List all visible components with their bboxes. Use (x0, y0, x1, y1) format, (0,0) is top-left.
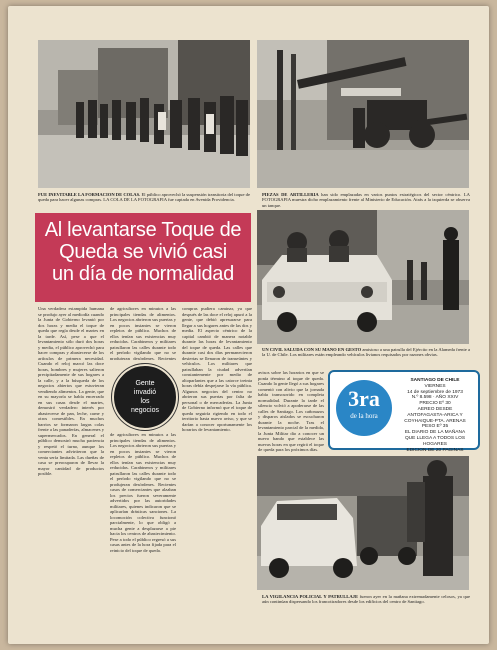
caption-text: han sido emplazadas en varios puntos estratégicos del sector céntrico. LA FOTOGRAFIA muestra dicho emplazamiento frente al Ministerio de Educación. Atrás a la izquierda se observa un tanque. (262, 192, 470, 208)
pull-quote-badge (112, 364, 178, 430)
photo-patrol (257, 456, 469, 590)
caption-queue (38, 192, 250, 212)
ad-line-7: HOGARES (423, 441, 447, 447)
caption-text: El público aprovechó la suspensión transitoria del toque de queda para hacer algunas compras. LA COLA DE LA FOTOGRAFIA fue captada en Avenida Providencia. (38, 192, 250, 203)
article-column-3: compras pudiera caminar, ya que después de las doce el reloj apuró a la gente, que debió apresurarse para llegar a sus hogares antes de las dos y media. El aspecto céntrico de la capital cambió de manera notable durante las horas de levantamiento del toque de queda. Las calles que durante casi dos días permanecieron desiertas se llenaron de transeúntes y vehículos. Los militares que patrullaban la ciudad advertían constantemente por medio de altoparlantes que a las catorce treinta horas debía despejarse la vía pública. Algunos negocios del centro no abrieron sus puertas por falta de personal o de mercaderías. La Junta de Gobierno informó que el toque de queda seguiría rigiendo en todo el territorio hasta nuevo aviso, y que se darían a conocer oportunamente los horarios de levantamiento. (182, 306, 252, 432)
caption-artillery (262, 192, 470, 212)
caption-jeep (262, 347, 470, 367)
article-column-4: avisos sobre las horarios en que se ponía término al toque de queda. Cuando la gente llegó a sus hogares comentó con alivio que la jornada había transcurrido en completa normalidad. Durante la tarde el silencio volvió a apoderarse de las calles de Santiago. Los cañonazos y disparos aislados se escucharon durante la noche. Tras el levantamiento parcial de la medida, la Junta Militar dio a conocer un nuevo bando que establece las nuevas horas en que regirá el toque de queda para los próximos días. (258, 370, 324, 452)
ad-logo (336, 380, 392, 436)
photo-queue (38, 40, 250, 188)
caption-lead: LA VIGILANCIA POLICIAL Y PATRULLAJE (262, 594, 359, 599)
photo-artillery (257, 40, 469, 188)
caption-lead: FUE INEVITABLE LA FORMACION DE COLAS. (38, 192, 141, 197)
headline-line-3: un día de normalidad (52, 263, 234, 285)
caption-text: fueron ayer en la mañana extremadamente celosos, ya que aún continúan dispersando los francotiradores desde los edificios del centro de Santiago. (262, 594, 470, 605)
pull-quote-line-2: invadió (133, 389, 157, 396)
ad-logo-small: de la hora (350, 412, 378, 420)
ad-line-1: AEREO DESDE (417, 406, 453, 412)
ad-line-2: ANTOFAGASTA-ARICA Y (407, 412, 463, 418)
headline-box (35, 213, 251, 302)
ad-line-6: QUE LLEGA A TODOS LOS (404, 435, 466, 441)
ad-logo-big: 3ra (348, 386, 380, 411)
newspaper-ad-box (328, 370, 480, 453)
ad-line-5: EL DIARIO DE LA MAÑANA (404, 430, 466, 436)
headline-line-1: Al levantarse Toque de (44, 219, 242, 241)
ad-city: SANTIAGO DE CHILE (410, 378, 460, 383)
article-column-1: Una verdadera estampida humana se produjo ayer al mediodía cuando la Junta de Gobierno levantó por dos horas y media el toque de queda que regía desde el martes en la tarde. Así, pese a que el levantamiento sólo duró dos horas y media, el público aprovechó para hacer compras y abastecerse de los artículos de primera necesidad. Cuando el reloj marcó las doce horas, hombres y mujeres salieron precipitadamente de sus hogares a la calle, y a la búsqueda de los negocios abiertos que estuvieran vendiendo alimentos. La gente, que en su mayoría se había encerrado en sus casas desde el martes, demostró verdadero interés por abastecerse de pan, leche, carne y otros comestibles. En muchos barrios se formaron largas colas frente a las panaderías, almacenes y supermercados. En general el público demostró mucha paciencia y respetó el turno, aunque los comerciantes advirtieron que la venta sería limitada. Las dueñas de casa se preocuparon de llevar la mayor cantidad de productos posible. (38, 306, 104, 476)
ad-info: SANTIAGO DE CHILE VIERNES 14 de septiembre de 1973 N.º 8.598 · AÑO XXIV PRECIO Eº 30 AEREO DESDE ANTOFAGASTA-ARICA Y COYHAIQUE-PTA. ARENAS PESO Eº 35 EL DIARIO DE LA MAÑANA QUE LLEGA A TODOS LOS HOGARES EDICION DE 20 PAGINAS (396, 378, 474, 453)
photo-jeep (257, 210, 469, 344)
caption-lead: PIEZAS DE ARTILLERIA (262, 192, 319, 197)
ad-day: VIERNES (424, 383, 446, 389)
ad-line-8: EDICION DE 20 PAGINAS (406, 447, 464, 453)
pull-quote-line-1: Gente (135, 380, 155, 387)
caption-patrol (262, 594, 470, 614)
pull-quote-line-4: negocios (130, 407, 160, 414)
caption-lead: UN CIVIL SALUDA CON SU MANO EN GESTO (262, 347, 362, 352)
ad-line-4: PESO Eº 35 (421, 424, 449, 430)
ad-number: N.º 8.598 (411, 395, 432, 401)
caption-text: amistoso a una patrulla del Ejército en la Alameda frente a la U. de Chile. Los militares están empleando vehículos livianos requisados por razones obvias. (262, 347, 470, 358)
ad-year: AÑO XXIV (435, 395, 459, 401)
ad-date: 14 de septiembre de 1973 (407, 389, 463, 395)
pull-quote-line-3: los (140, 398, 150, 405)
article-column-2: de agricultores en minutos a las principales tiendas de alimentos. Los negocios abrieron sus puertas y en pocos instantes se vieron repletos de público. Muchos de ellos tenían sus existencias muy reducidas. Carabineros y militares patrullaron las calles durante todo el período vigilando que no se produjeran desórdenes. Recientes (110, 306, 176, 360)
ad-price: PRECIO Eº 30 (419, 401, 451, 407)
ad-line-3: COYHAIQUE-PTA. ARENAS (404, 418, 466, 424)
headline-line-2: Queda se vivió casi (59, 241, 227, 263)
article-column-2-lower: de agricultores en minutos a las principales tiendas de alimentos. Los negocios abrieron sus puertas y en pocos instantes se vieron repletos de público. Muchos de ellos tenían sus existencias muy reducidas. Carabineros y militares patrullaron las calles durante todo el período vigilando que no se produjeran desórdenes. Recientes casos de comerciantes que alzaban los precios fueron severamente advertidos por las autoridades militares, quienes indicaron que se aplicarían drásticas sanciones. La locomoción colectiva funcionó parcialmente, lo que obligó a mucha gente a desplazarse a pie hacia los centros de abastecimiento. Pese a todo el público regresó a sus casas antes de la hora fijada para el reinicio del toque de queda. (110, 432, 176, 553)
